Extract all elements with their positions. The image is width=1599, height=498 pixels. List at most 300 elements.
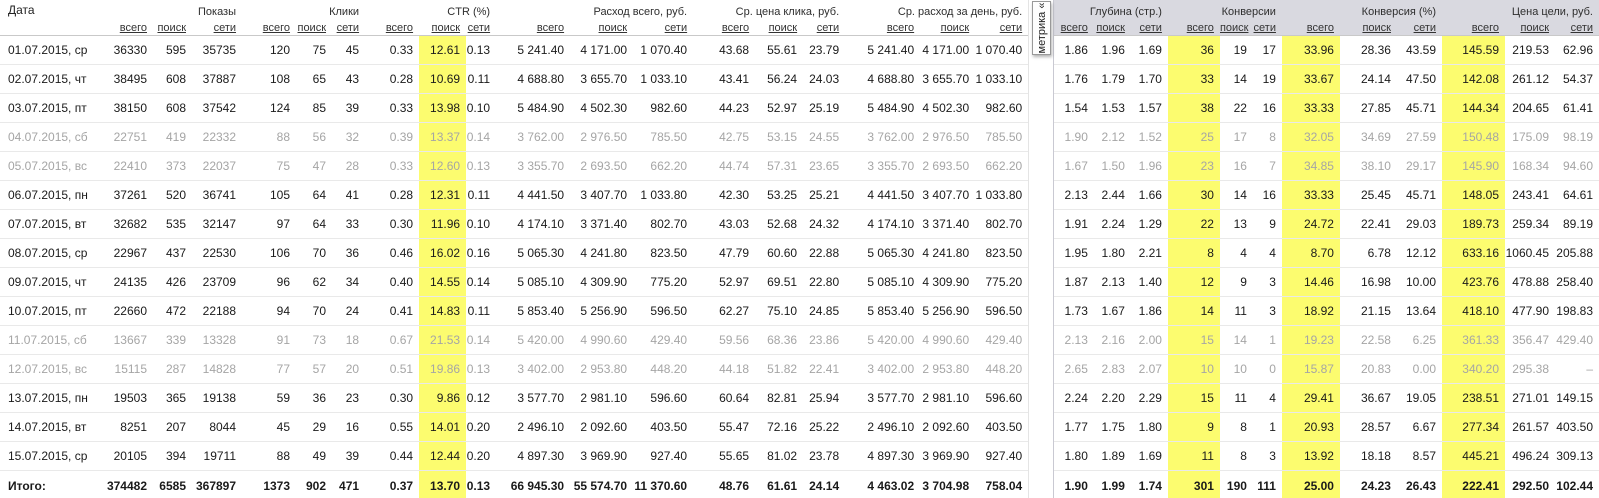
subcolumn-header: [920, 19, 975, 36]
value-cell: 64: [296, 181, 332, 210]
total-value-cell: 301: [1168, 471, 1220, 498]
value-cell: 82.81: [755, 384, 803, 413]
value-cell: 45: [332, 36, 365, 65]
value-cell: 38.10: [1340, 152, 1397, 181]
value-cell: 419: [153, 123, 192, 152]
value-cell: 403.50: [633, 413, 693, 442]
value-cell: 36: [296, 384, 332, 413]
value-cell: 6.25: [1397, 326, 1442, 355]
value-cell: 4 309.90: [570, 268, 633, 297]
subcolumn-header: [100, 19, 153, 36]
value-cell: 45: [242, 413, 296, 442]
value-cell: 437: [153, 239, 192, 268]
value-cell: 1 070.40: [975, 36, 1028, 65]
value-cell: 62.27: [693, 297, 755, 326]
sort-link-search[interactable]: поиск: [768, 22, 798, 34]
value-cell: 2.21: [1131, 239, 1168, 268]
value-cell: 21.15: [1340, 297, 1397, 326]
sort-link-search[interactable]: поиск: [297, 22, 327, 34]
total-value-cell: 66 945.30: [496, 471, 570, 498]
value-cell: 73: [296, 326, 332, 355]
value-cell: 25.21: [803, 181, 845, 210]
value-cell: 1.80: [1131, 413, 1168, 442]
value-cell: 8044: [192, 413, 242, 442]
value-cell: 0.46: [365, 239, 419, 268]
total-value-cell: 61.61: [755, 471, 803, 498]
value-cell: 15115: [100, 355, 153, 384]
value-cell: 21.53: [419, 326, 466, 355]
value-cell: 478.88: [1505, 268, 1555, 297]
value-cell: 37261: [100, 181, 153, 210]
value-cell: 198.83: [1555, 297, 1599, 326]
value-cell: 53.25: [755, 181, 803, 210]
value-cell: 16: [332, 413, 365, 442]
date-cell: 15.07.2015, ср: [0, 442, 100, 471]
stats-table-right-metrika: [1054, 0, 1599, 498]
value-cell: 802.70: [633, 210, 693, 239]
sort-link-search[interactable]: поиск: [940, 22, 970, 34]
value-cell: 44.23: [693, 94, 755, 123]
table-row: [0, 210, 1028, 239]
value-cell: 4 174.10: [496, 210, 570, 239]
value-cell: 43.68: [693, 36, 755, 65]
value-cell: 2 981.10: [570, 384, 633, 413]
value-cell: 53.15: [755, 123, 803, 152]
sort-link-networks[interactable]: сети: [1413, 22, 1436, 34]
value-cell: 4 171.00: [570, 36, 633, 65]
sort-link-total[interactable]: всего: [886, 22, 915, 34]
value-cell: 23: [1168, 152, 1220, 181]
value-cell: 0.11: [466, 297, 496, 326]
value-cell: 0.20: [466, 413, 496, 442]
sort-link-networks[interactable]: сети: [999, 22, 1023, 34]
value-cell: 0.55: [365, 413, 419, 442]
value-cell: 1.90: [1054, 123, 1094, 152]
value-cell: 4 441.50: [496, 181, 570, 210]
value-cell: 2.65: [1054, 355, 1094, 384]
value-cell: 22530: [192, 239, 242, 268]
value-cell: 4 241.80: [570, 239, 633, 268]
value-cell: 13.64: [1397, 297, 1442, 326]
value-cell: 64.61: [1555, 181, 1599, 210]
sort-link-search[interactable]: поиск: [598, 22, 628, 34]
value-cell: 403.50: [975, 413, 1028, 442]
sort-link-total[interactable]: всего: [119, 22, 147, 34]
table-row: [1054, 36, 1599, 65]
sort-link-networks[interactable]: сети: [1253, 22, 1276, 34]
value-cell: 25.19: [803, 94, 845, 123]
value-cell: 3 371.40: [570, 210, 633, 239]
column-group-header: Клики: [329, 6, 360, 18]
sort-link-total[interactable]: всего: [1060, 22, 1088, 34]
value-cell: 1.77: [1054, 413, 1094, 442]
value-cell: 34.85: [1282, 152, 1340, 181]
value-cell: 36741: [192, 181, 242, 210]
value-cell: 44.18: [693, 355, 755, 384]
value-cell: 0.13: [466, 152, 496, 181]
total-value-cell: 190: [1220, 471, 1253, 498]
value-cell: 5 085.10: [845, 268, 920, 297]
value-cell: 24.14: [1340, 65, 1397, 94]
value-cell: 55.47: [693, 413, 755, 442]
column-group-header: Глубина (стр.): [1054, 0, 1168, 19]
table-row: [0, 152, 1028, 181]
value-cell: 5 085.10: [496, 268, 570, 297]
sort-link-total[interactable]: всего: [1471, 22, 1499, 34]
value-cell: 1.80: [1094, 239, 1131, 268]
value-cell: 68.36: [755, 326, 803, 355]
value-cell: 29.17: [1397, 152, 1442, 181]
value-cell: 3 355.70: [845, 152, 920, 181]
value-cell: 0.11: [466, 65, 496, 94]
value-cell: 22967: [100, 239, 153, 268]
value-cell: 105: [242, 181, 296, 210]
value-cell: 15: [1168, 384, 1220, 413]
value-cell: 47.50: [1397, 65, 1442, 94]
value-cell: 20105: [100, 442, 153, 471]
value-cell: 22.41: [1340, 210, 1397, 239]
value-cell: 1.29: [1131, 210, 1168, 239]
value-cell: 20: [332, 355, 365, 384]
total-value-cell: 13.70: [419, 471, 466, 498]
table-row: [1054, 413, 1599, 442]
sort-link-total[interactable]: всего: [262, 22, 291, 34]
value-cell: 16.98: [1340, 268, 1397, 297]
value-cell: 1 033.80: [633, 181, 693, 210]
date-cell: 07.07.2015, вт: [0, 210, 100, 239]
table-row: [0, 268, 1028, 297]
sort-link-networks[interactable]: сети: [816, 22, 840, 34]
table-row: [0, 36, 1028, 65]
table-row: [1054, 297, 1599, 326]
date-cell: 05.07.2015, вс: [0, 152, 100, 181]
table-row: [1054, 442, 1599, 471]
value-cell: 15: [1168, 326, 1220, 355]
value-cell: 0.13: [466, 36, 496, 65]
value-cell: 0.20: [466, 442, 496, 471]
value-cell: 94.60: [1555, 152, 1599, 181]
value-cell: 1.54: [1054, 94, 1094, 123]
value-cell: 429.40: [975, 326, 1028, 355]
sort-link-networks[interactable]: сети: [467, 22, 491, 34]
column-group-header: Конверсии: [1168, 0, 1282, 19]
value-cell: 1.66: [1131, 181, 1168, 210]
value-cell: 75: [296, 36, 332, 65]
value-cell: 8: [1220, 442, 1253, 471]
value-cell: 124: [242, 94, 296, 123]
value-cell: 19: [1220, 36, 1253, 65]
value-cell: 2.00: [1131, 326, 1168, 355]
value-cell: 13328: [192, 326, 242, 355]
sort-link-networks[interactable]: сети: [336, 22, 360, 34]
metrika-panel-toggle[interactable]: [1032, 1, 1051, 55]
value-cell: 258.40: [1555, 268, 1599, 297]
sort-link-total[interactable]: всего: [385, 22, 414, 34]
value-cell: 96: [242, 268, 296, 297]
total-value-cell: 367897: [192, 471, 242, 498]
value-cell: 3 762.00: [496, 123, 570, 152]
subcolumn-header: [755, 19, 803, 36]
value-cell: 4 171.00: [920, 36, 975, 65]
value-cell: 429.40: [1555, 326, 1599, 355]
value-cell: 775.20: [975, 268, 1028, 297]
value-cell: 340.20: [1442, 355, 1505, 384]
value-cell: 36.67: [1340, 384, 1397, 413]
sort-link-networks[interactable]: сети: [1570, 22, 1593, 34]
value-cell: 38: [1168, 94, 1220, 123]
date-cell: 04.07.2015, сб: [0, 123, 100, 152]
value-cell: 4 688.80: [496, 65, 570, 94]
value-cell: 24: [332, 297, 365, 326]
subcolumn-header: [1131, 19, 1168, 36]
value-cell: 4: [1220, 239, 1253, 268]
value-cell: 0.14: [466, 326, 496, 355]
value-cell: 0.12: [466, 384, 496, 413]
table-row: [1054, 384, 1599, 413]
value-cell: 361.33: [1442, 326, 1505, 355]
value-cell: 39: [332, 442, 365, 471]
value-cell: 57: [296, 355, 332, 384]
value-cell: 23.65: [803, 152, 845, 181]
value-cell: 19503: [100, 384, 153, 413]
value-cell: 88: [242, 123, 296, 152]
value-cell: 49: [296, 442, 332, 471]
sort-link-networks[interactable]: сети: [213, 22, 237, 34]
value-cell: 70: [296, 297, 332, 326]
value-cell: 57.31: [755, 152, 803, 181]
value-cell: 2.12: [1094, 123, 1131, 152]
value-cell: 29: [296, 413, 332, 442]
value-cell: 97: [242, 210, 296, 239]
date-cell: 06.07.2015, пн: [0, 181, 100, 210]
value-cell: 2.24: [1054, 384, 1094, 413]
value-cell: 32: [332, 123, 365, 152]
value-cell: 1 033.10: [633, 65, 693, 94]
value-cell: 62.96: [1555, 36, 1599, 65]
table-row: [0, 94, 1028, 123]
column-group-header: CTR (%): [447, 6, 491, 18]
value-cell: 5 065.30: [496, 239, 570, 268]
value-cell: 72.16: [755, 413, 803, 442]
sort-link-total[interactable]: всего: [536, 22, 565, 34]
value-cell: 59: [242, 384, 296, 413]
value-cell: 535: [153, 210, 192, 239]
value-cell: 3 969.90: [570, 442, 633, 471]
value-cell: 596.60: [975, 384, 1028, 413]
sort-link-search[interactable]: поиск: [1096, 22, 1125, 34]
table-row: [1054, 326, 1599, 355]
value-cell: 204.65: [1505, 94, 1555, 123]
value-cell: 10.69: [419, 65, 466, 94]
value-cell: 2 496.10: [496, 413, 570, 442]
value-cell: 62: [296, 268, 332, 297]
sort-link-total[interactable]: всего: [1306, 22, 1334, 34]
value-cell: 24135: [100, 268, 153, 297]
total-value-cell: 471: [332, 471, 365, 498]
value-cell: 28.36: [1340, 36, 1397, 65]
value-cell: 19.05: [1397, 384, 1442, 413]
total-value-cell: 48.76: [693, 471, 755, 498]
value-cell: 25.22: [803, 413, 845, 442]
sort-link-search[interactable]: поиск: [1520, 22, 1549, 34]
value-cell: 5 256.90: [920, 297, 975, 326]
total-value-cell: 102.44: [1555, 471, 1599, 498]
value-cell: 2 981.10: [920, 384, 975, 413]
value-cell: 0.41: [365, 297, 419, 326]
value-cell: 1.86: [1054, 36, 1094, 65]
value-cell: 219.53: [1505, 36, 1555, 65]
column-group-header: Конверсия (%): [1282, 0, 1442, 19]
value-cell: 14.55: [419, 268, 466, 297]
value-cell: 9: [1253, 210, 1282, 239]
sort-link-total[interactable]: всего: [1186, 22, 1214, 34]
value-cell: 1.50: [1094, 152, 1131, 181]
value-cell: 56.24: [755, 65, 803, 94]
subcolumn-header: [633, 19, 693, 36]
date-cell: 12.07.2015, вс: [0, 355, 100, 384]
total-value-cell: 1.99: [1094, 471, 1131, 498]
value-cell: 52.97: [755, 94, 803, 123]
sort-link-networks[interactable]: сети: [664, 22, 688, 34]
table-row: [0, 326, 1028, 355]
date-cell: 13.07.2015, пн: [0, 384, 100, 413]
value-cell: 3 407.70: [920, 181, 975, 210]
value-cell: 12.60: [419, 152, 466, 181]
value-cell: 1.67: [1054, 152, 1094, 181]
value-cell: 448.20: [975, 355, 1028, 384]
value-cell: 2 953.80: [920, 355, 975, 384]
value-cell: 11.96: [419, 210, 466, 239]
value-cell: 4 241.80: [920, 239, 975, 268]
value-cell: 596.60: [633, 384, 693, 413]
value-cell: 44.74: [693, 152, 755, 181]
value-cell: 22660: [100, 297, 153, 326]
table-row: [1054, 123, 1599, 152]
value-cell: 5 420.00: [845, 326, 920, 355]
value-cell: 14: [1168, 297, 1220, 326]
value-cell: 38495: [100, 65, 153, 94]
value-cell: 309.13: [1555, 442, 1599, 471]
value-cell: 70: [296, 239, 332, 268]
value-cell: 12.31: [419, 181, 466, 210]
value-cell: 18.92: [1282, 297, 1340, 326]
value-cell: 150.48: [1442, 123, 1505, 152]
value-cell: 4 441.50: [845, 181, 920, 210]
value-cell: 3 577.70: [845, 384, 920, 413]
value-cell: 0.30: [365, 384, 419, 413]
table-row: [1054, 65, 1599, 94]
value-cell: 418.10: [1442, 297, 1505, 326]
value-cell: 6.78: [1340, 239, 1397, 268]
value-cell: 81.02: [755, 442, 803, 471]
value-cell: 2.13: [1054, 181, 1094, 210]
value-cell: 9.86: [419, 384, 466, 413]
sort-link-search[interactable]: поиск: [1362, 22, 1391, 34]
value-cell: 39: [332, 94, 365, 123]
value-cell: 1.80: [1054, 442, 1094, 471]
table-row: [1054, 152, 1599, 181]
value-cell: 4 174.10: [845, 210, 920, 239]
sort-link-search[interactable]: поиск: [1219, 22, 1249, 34]
value-cell: 1.52: [1131, 123, 1168, 152]
value-cell: 75.10: [755, 297, 803, 326]
value-cell: 8251: [100, 413, 153, 442]
value-cell: 33: [1168, 65, 1220, 94]
value-cell: 0.33: [365, 152, 419, 181]
table-row: [1054, 355, 1599, 384]
value-cell: 287: [153, 355, 192, 384]
value-cell: 2 976.50: [920, 123, 975, 152]
total-value-cell: 26.43: [1397, 471, 1442, 498]
total-value-cell: 292.50: [1505, 471, 1555, 498]
sort-link-search[interactable]: поиск: [157, 22, 186, 34]
value-cell: 47: [296, 152, 332, 181]
value-cell: 120: [242, 36, 296, 65]
sort-link-search[interactable]: поиск: [431, 22, 461, 34]
value-cell: 20.83: [1340, 355, 1397, 384]
value-cell: 0.44: [365, 442, 419, 471]
value-cell: 22: [1220, 94, 1253, 123]
subcolumn-header: [845, 19, 920, 36]
value-cell: 16: [1253, 94, 1282, 123]
value-cell: 43.41: [693, 65, 755, 94]
value-cell: 32682: [100, 210, 153, 239]
sort-link-total[interactable]: всего: [721, 22, 750, 34]
value-cell: 3 969.90: [920, 442, 975, 471]
value-cell: 16.02: [419, 239, 466, 268]
value-cell: –: [1555, 355, 1599, 384]
total-value-cell: 0.37: [365, 471, 419, 498]
value-cell: 13.92: [1282, 442, 1340, 471]
value-cell: 98.19: [1555, 123, 1599, 152]
value-cell: 42.30: [693, 181, 755, 210]
subcolumn-header: [1282, 19, 1340, 36]
value-cell: 10.00: [1397, 268, 1442, 297]
value-cell: 633.16: [1442, 239, 1505, 268]
value-cell: 1 033.80: [975, 181, 1028, 210]
value-cell: 2.24: [1094, 210, 1131, 239]
value-cell: 2.83: [1094, 355, 1131, 384]
value-cell: 28: [332, 152, 365, 181]
value-cell: 24.03: [803, 65, 845, 94]
value-cell: 142.08: [1442, 65, 1505, 94]
value-cell: 0.28: [365, 65, 419, 94]
value-cell: 148.05: [1442, 181, 1505, 210]
value-cell: 52.97: [693, 268, 755, 297]
value-cell: 14: [1220, 65, 1253, 94]
total-row: [1054, 471, 1599, 498]
value-cell: 205.88: [1555, 239, 1599, 268]
value-cell: 19138: [192, 384, 242, 413]
sort-link-networks[interactable]: сети: [1139, 22, 1162, 34]
value-cell: 36: [332, 239, 365, 268]
table-row: [0, 181, 1028, 210]
value-cell: 75: [242, 152, 296, 181]
value-cell: 3: [1253, 268, 1282, 297]
value-cell: 261.57: [1505, 413, 1555, 442]
value-cell: 5 241.40: [496, 36, 570, 65]
value-cell: 1: [1253, 326, 1282, 355]
value-cell: 0.40: [365, 268, 419, 297]
value-cell: 42.75: [693, 123, 755, 152]
value-cell: 1 070.40: [633, 36, 693, 65]
subcolumn-header: [296, 19, 332, 36]
value-cell: 19.86: [419, 355, 466, 384]
value-cell: 3: [1253, 297, 1282, 326]
value-cell: 785.50: [633, 123, 693, 152]
value-cell: 1.96: [1094, 36, 1131, 65]
value-cell: 2.16: [1094, 326, 1131, 355]
